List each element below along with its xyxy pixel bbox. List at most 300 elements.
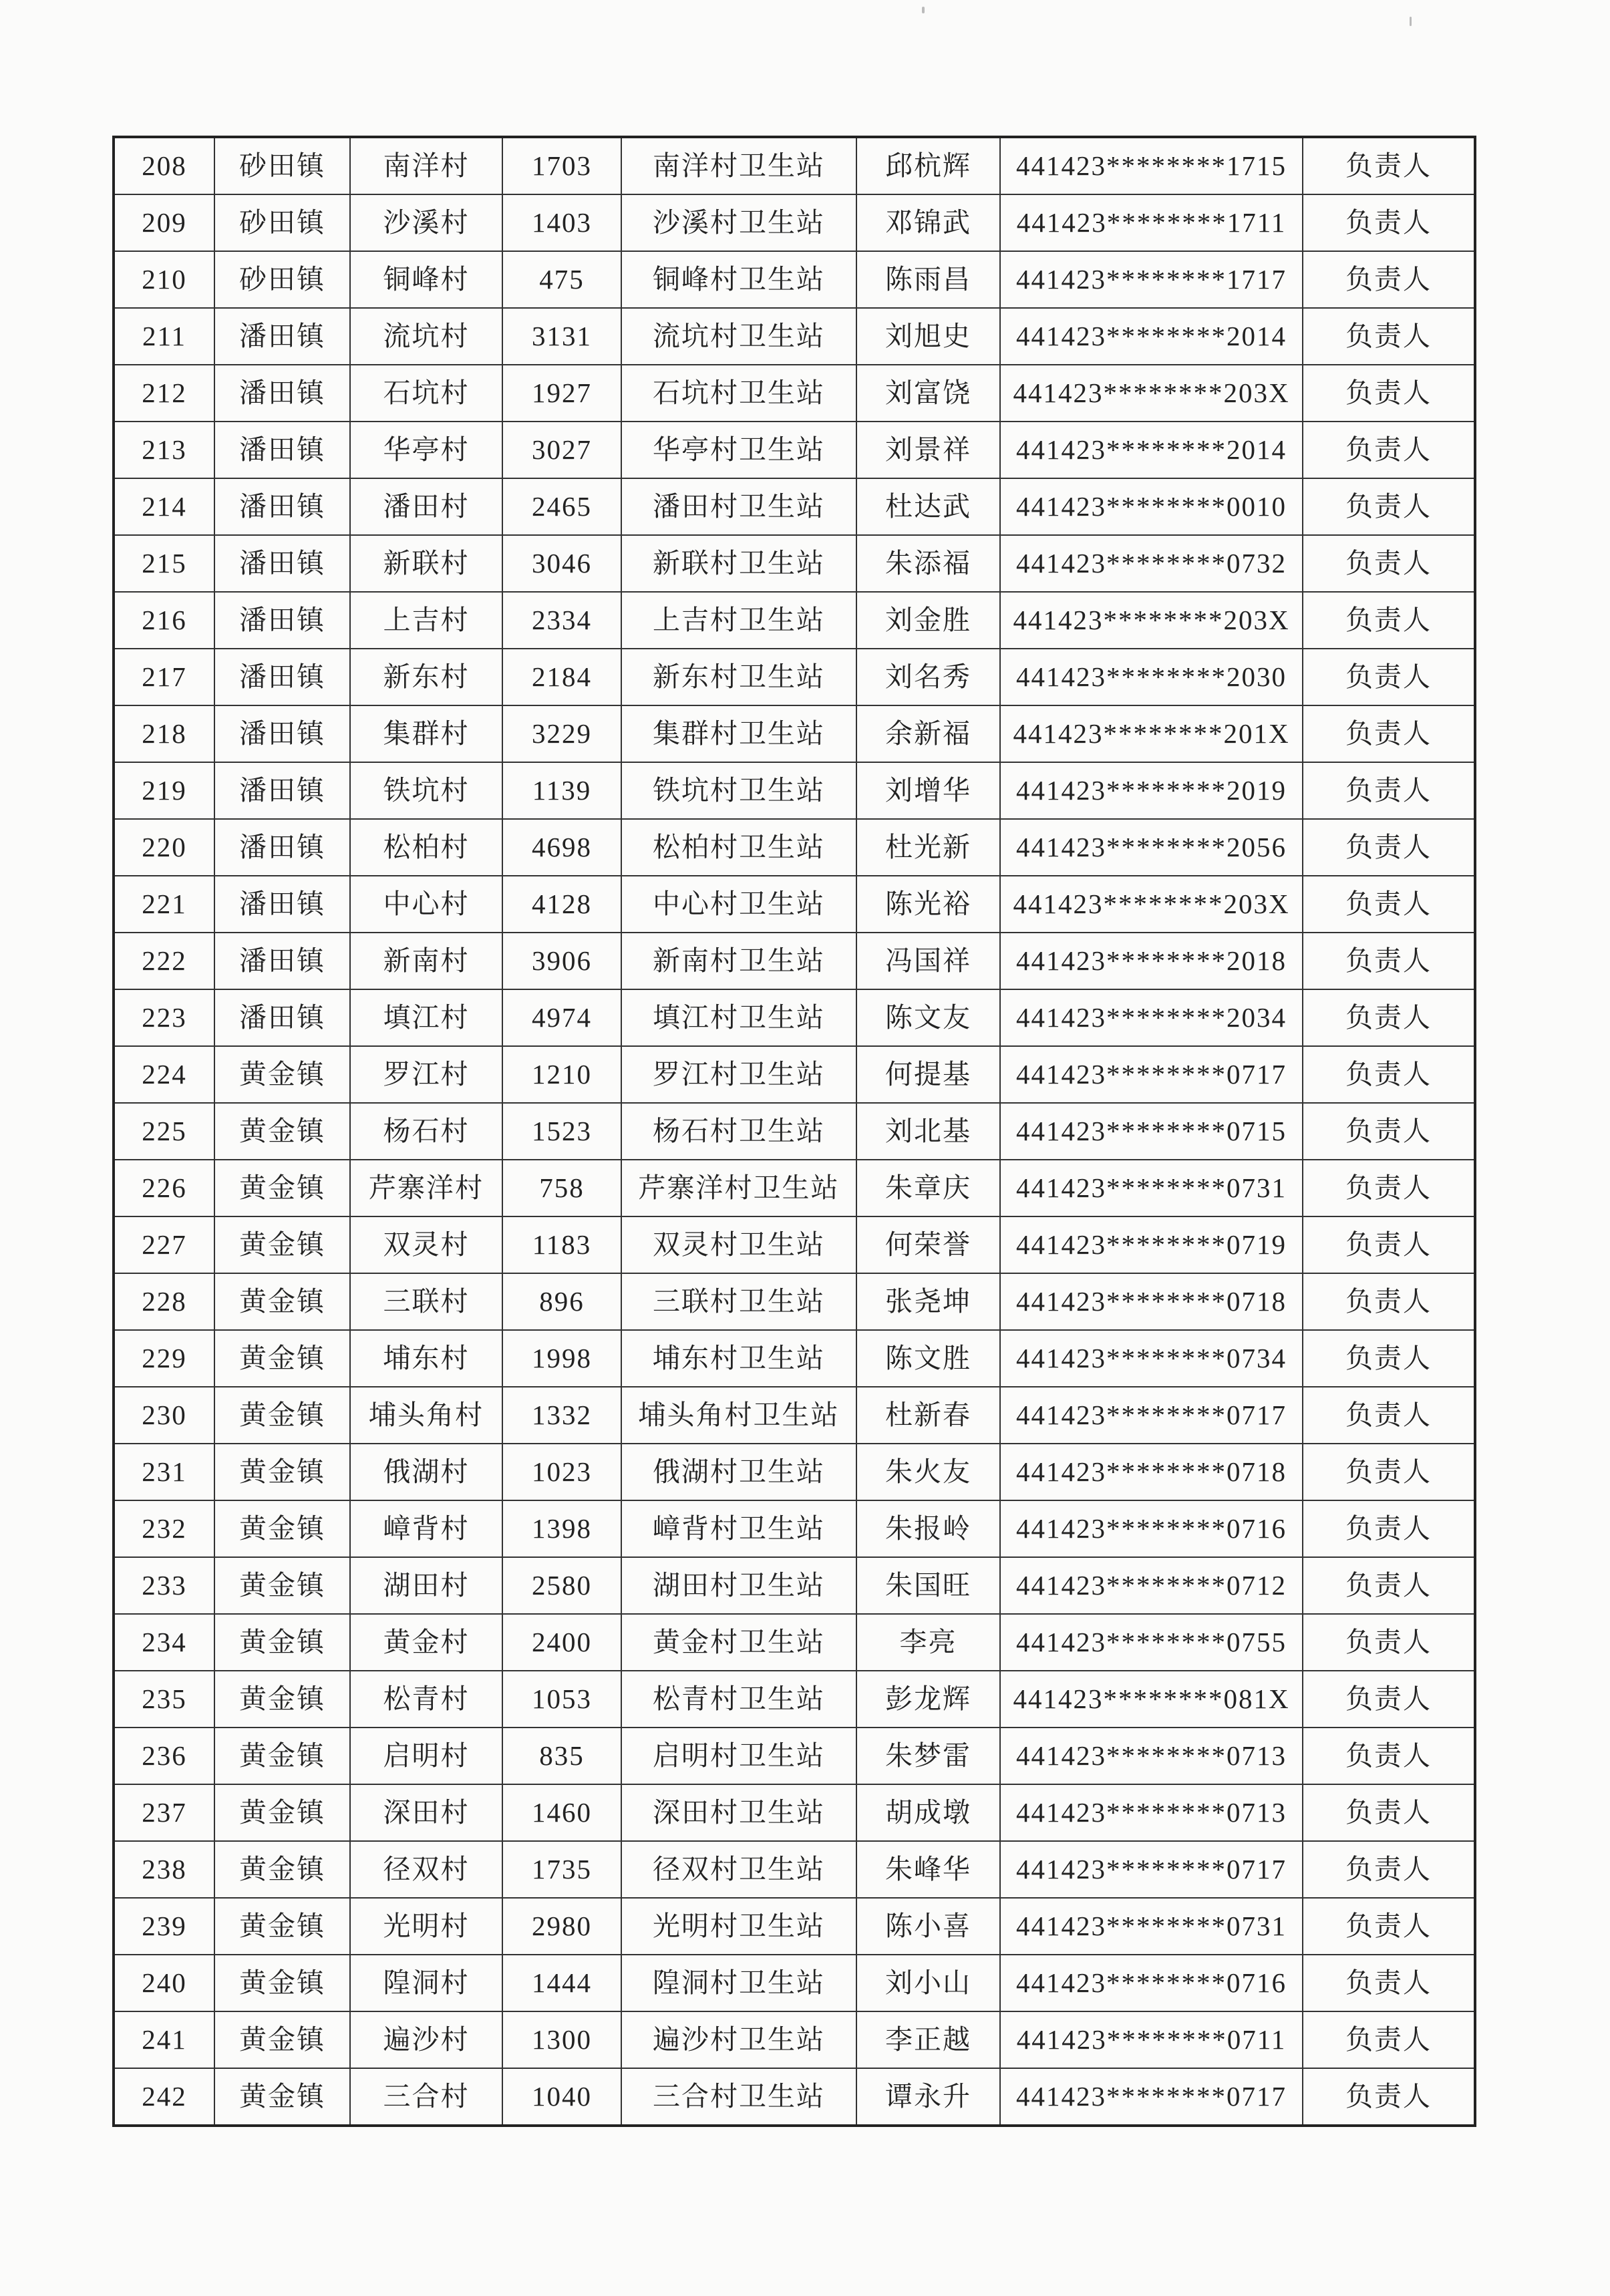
serial-number-cell: 221 [114,876,214,933]
village-cell: 芹寨洋村 [350,1160,502,1216]
table-row [114,762,1475,819]
id-number-cell: 441423********2056 [1000,819,1303,876]
population-cell: 1053 [502,1671,621,1728]
role-cell: 负责人 [1303,1500,1475,1557]
serial-number-cell: 237 [114,1784,214,1841]
table-row [114,478,1475,535]
village-cell: 湖田村 [350,1557,502,1614]
person-name-cell: 杜达武 [856,478,1000,535]
role-cell: 负责人 [1303,1955,1475,2011]
population-cell: 1332 [502,1387,621,1444]
population-cell: 1523 [502,1103,621,1160]
table-row [114,535,1475,592]
role-cell: 负责人 [1303,422,1475,478]
roster-table-body [114,137,1475,2126]
role-cell: 负责人 [1303,478,1475,535]
serial-number-cell: 239 [114,1898,214,1955]
table-row [114,933,1475,989]
clinic-station-cell: 径双村卫生站 [621,1841,856,1898]
serial-number-cell: 219 [114,762,214,819]
table-row [114,819,1475,876]
person-name-cell: 刘增华 [856,762,1000,819]
village-clinic-roster-table [112,136,1476,2127]
population-cell: 1998 [502,1330,621,1387]
population-cell: 1927 [502,365,621,422]
id-number-cell: 441423********0717 [1000,2068,1303,2126]
role-cell: 负责人 [1303,1841,1475,1898]
population-cell: 3229 [502,705,621,762]
village-cell: 双灵村 [350,1216,502,1273]
person-name-cell: 刘北基 [856,1103,1000,1160]
role-cell: 负责人 [1303,989,1475,1046]
table-row [114,649,1475,705]
village-cell: 黄金村 [350,1614,502,1671]
town-cell: 潘田镇 [214,762,350,819]
population-cell: 3027 [502,422,621,478]
population-cell: 835 [502,1728,621,1784]
role-cell: 负责人 [1303,2068,1475,2126]
role-cell: 负责人 [1303,876,1475,933]
clinic-station-cell: 芹寨洋村卫生站 [621,1160,856,1216]
clinic-station-cell: 罗江村卫生站 [621,1046,856,1103]
village-cell: 集群村 [350,705,502,762]
serial-number-cell: 215 [114,535,214,592]
village-cell: 三联村 [350,1273,502,1330]
village-cell: 埔头角村 [350,1387,502,1444]
person-name-cell: 朱章庆 [856,1160,1000,1216]
table-row [114,1273,1475,1330]
role-cell: 负责人 [1303,1671,1475,1728]
table-row [114,1103,1475,1160]
id-number-cell: 441423********1711 [1000,194,1303,251]
clinic-station-cell: 华亭村卫生站 [621,422,856,478]
village-cell: 俄湖村 [350,1444,502,1500]
id-number-cell: 441423********2019 [1000,762,1303,819]
town-cell: 砂田镇 [214,251,350,308]
town-cell: 黄金镇 [214,1955,350,2011]
town-cell: 黄金镇 [214,1557,350,1614]
population-cell: 3046 [502,535,621,592]
id-number-cell: 441423********081X [1000,1671,1303,1728]
person-name-cell: 陈文胜 [856,1330,1000,1387]
id-number-cell: 441423********0717 [1000,1841,1303,1898]
table-row [114,194,1475,251]
population-cell: 1460 [502,1784,621,1841]
id-number-cell: 441423********2014 [1000,422,1303,478]
role-cell: 负责人 [1303,649,1475,705]
population-cell: 4974 [502,989,621,1046]
town-cell: 潘田镇 [214,592,350,649]
person-name-cell: 刘富饶 [856,365,1000,422]
table-row [114,1330,1475,1387]
village-cell: 铜峰村 [350,251,502,308]
serial-number-cell: 234 [114,1614,214,1671]
clinic-station-cell: 埔头角村卫生站 [621,1387,856,1444]
table-row [114,876,1475,933]
village-cell: 新东村 [350,649,502,705]
serial-number-cell: 238 [114,1841,214,1898]
clinic-station-cell: 光明村卫生站 [621,1898,856,1955]
serial-number-cell: 222 [114,933,214,989]
serial-number-cell: 229 [114,1330,214,1387]
clinic-station-cell: 三联村卫生站 [621,1273,856,1330]
town-cell: 黄金镇 [214,1273,350,1330]
serial-number-cell: 236 [114,1728,214,1784]
town-cell: 黄金镇 [214,2068,350,2126]
population-cell: 4698 [502,819,621,876]
clinic-station-cell: 俄湖村卫生站 [621,1444,856,1500]
table-row [114,1671,1475,1728]
person-name-cell: 刘名秀 [856,649,1000,705]
town-cell: 黄金镇 [214,1898,350,1955]
table-row [114,1046,1475,1103]
person-name-cell: 胡成墩 [856,1784,1000,1841]
town-cell: 潘田镇 [214,705,350,762]
id-number-cell: 441423********0731 [1000,1160,1303,1216]
population-cell: 1398 [502,1500,621,1557]
town-cell: 砂田镇 [214,194,350,251]
table-row [114,365,1475,422]
id-number-cell: 441423********1715 [1000,137,1303,194]
id-number-cell: 441423********203X [1000,592,1303,649]
person-name-cell: 谭永升 [856,2068,1000,2126]
id-number-cell: 441423********201X [1000,705,1303,762]
town-cell: 黄金镇 [214,1614,350,1671]
id-number-cell: 441423********0010 [1000,478,1303,535]
scan-speck [1410,17,1412,26]
id-number-cell: 441423********0755 [1000,1614,1303,1671]
person-name-cell: 李亮 [856,1614,1000,1671]
serial-number-cell: 209 [114,194,214,251]
town-cell: 黄金镇 [214,1671,350,1728]
village-cell: 新南村 [350,933,502,989]
serial-number-cell: 210 [114,251,214,308]
id-number-cell: 441423********0734 [1000,1330,1303,1387]
clinic-station-cell: 嶂背村卫生站 [621,1500,856,1557]
table-row [114,1728,1475,1784]
serial-number-cell: 226 [114,1160,214,1216]
clinic-station-cell: 新东村卫生站 [621,649,856,705]
serial-number-cell: 227 [114,1216,214,1273]
population-cell: 1300 [502,2011,621,2068]
table-row [114,1444,1475,1500]
table-row [114,1955,1475,2011]
serial-number-cell: 217 [114,649,214,705]
table-row [114,422,1475,478]
role-cell: 负责人 [1303,1046,1475,1103]
role-cell: 负责人 [1303,2011,1475,2068]
population-cell: 1703 [502,137,621,194]
id-number-cell: 441423********0713 [1000,1784,1303,1841]
id-number-cell: 441423********0718 [1000,1444,1303,1500]
role-cell: 负责人 [1303,1330,1475,1387]
population-cell: 2580 [502,1557,621,1614]
serial-number-cell: 231 [114,1444,214,1500]
person-name-cell: 陈文友 [856,989,1000,1046]
id-number-cell: 441423********0711 [1000,2011,1303,2068]
clinic-station-cell: 松柏村卫生站 [621,819,856,876]
population-cell: 2400 [502,1614,621,1671]
clinic-station-cell: 松青村卫生站 [621,1671,856,1728]
village-cell: 隍洞村 [350,1955,502,2011]
person-name-cell: 朱添福 [856,535,1000,592]
clinic-station-cell: 新南村卫生站 [621,933,856,989]
clinic-station-cell: 集群村卫生站 [621,705,856,762]
id-number-cell: 441423********2018 [1000,933,1303,989]
serial-number-cell: 214 [114,478,214,535]
role-cell: 负责人 [1303,592,1475,649]
role-cell: 负责人 [1303,1444,1475,1500]
population-cell: 1183 [502,1216,621,1273]
serial-number-cell: 235 [114,1671,214,1728]
serial-number-cell: 241 [114,2011,214,2068]
serial-number-cell: 225 [114,1103,214,1160]
village-cell: 沙溪村 [350,194,502,251]
table-row [114,1160,1475,1216]
table-row [114,1614,1475,1671]
id-number-cell: 441423********2034 [1000,989,1303,1046]
table-row [114,137,1475,194]
town-cell: 潘田镇 [214,308,350,365]
person-name-cell: 陈雨昌 [856,251,1000,308]
serial-number-cell: 211 [114,308,214,365]
population-cell: 1023 [502,1444,621,1500]
role-cell: 负责人 [1303,1614,1475,1671]
id-number-cell: 441423********0713 [1000,1728,1303,1784]
person-name-cell: 何提基 [856,1046,1000,1103]
village-cell: 三合村 [350,2068,502,2126]
village-cell: 填江村 [350,989,502,1046]
population-cell: 1040 [502,2068,621,2126]
table-row [114,2068,1475,2126]
person-name-cell: 邱杭辉 [856,137,1000,194]
town-cell: 潘田镇 [214,535,350,592]
clinic-station-cell: 埔东村卫生站 [621,1330,856,1387]
table-row [114,1216,1475,1273]
person-name-cell: 余新福 [856,705,1000,762]
role-cell: 负责人 [1303,819,1475,876]
role-cell: 负责人 [1303,1216,1475,1273]
roster-table-container [112,136,1474,2112]
table-row [114,1557,1475,1614]
role-cell: 负责人 [1303,365,1475,422]
serial-number-cell: 242 [114,2068,214,2126]
id-number-cell: 441423********0715 [1000,1103,1303,1160]
role-cell: 负责人 [1303,137,1475,194]
population-cell: 1735 [502,1841,621,1898]
clinic-station-cell: 铁坑村卫生站 [621,762,856,819]
person-name-cell: 张尧坤 [856,1273,1000,1330]
town-cell: 黄金镇 [214,1046,350,1103]
population-cell: 2980 [502,1898,621,1955]
id-number-cell: 441423********0716 [1000,1500,1303,1557]
role-cell: 负责人 [1303,762,1475,819]
town-cell: 黄金镇 [214,1784,350,1841]
person-name-cell: 朱峰华 [856,1841,1000,1898]
village-cell: 潘田村 [350,478,502,535]
serial-number-cell: 230 [114,1387,214,1444]
person-name-cell: 刘旭史 [856,308,1000,365]
table-row [114,1898,1475,1955]
village-cell: 埔东村 [350,1330,502,1387]
clinic-station-cell: 新联村卫生站 [621,535,856,592]
table-row [114,1500,1475,1557]
town-cell: 砂田镇 [214,137,350,194]
id-number-cell: 441423********0717 [1000,1387,1303,1444]
id-number-cell: 441423********2030 [1000,649,1303,705]
population-cell: 2184 [502,649,621,705]
population-cell: 1210 [502,1046,621,1103]
town-cell: 潘田镇 [214,478,350,535]
town-cell: 黄金镇 [214,1444,350,1500]
town-cell: 潘田镇 [214,649,350,705]
population-cell: 1444 [502,1955,621,2011]
village-cell: 径双村 [350,1841,502,1898]
clinic-station-cell: 启明村卫生站 [621,1728,856,1784]
clinic-station-cell: 中心村卫生站 [621,876,856,933]
village-cell: 杨石村 [350,1103,502,1160]
serial-number-cell: 212 [114,365,214,422]
town-cell: 黄金镇 [214,1103,350,1160]
role-cell: 负责人 [1303,308,1475,365]
role-cell: 负责人 [1303,705,1475,762]
clinic-station-cell: 深田村卫生站 [621,1784,856,1841]
person-name-cell: 朱梦雷 [856,1728,1000,1784]
town-cell: 黄金镇 [214,1841,350,1898]
town-cell: 黄金镇 [214,1216,350,1273]
town-cell: 潘田镇 [214,989,350,1046]
town-cell: 潘田镇 [214,876,350,933]
table-row [114,1841,1475,1898]
village-cell: 松青村 [350,1671,502,1728]
clinic-station-cell: 遍沙村卫生站 [621,2011,856,2068]
id-number-cell: 441423********1717 [1000,251,1303,308]
id-number-cell: 441423********203X [1000,876,1303,933]
table-row [114,308,1475,365]
town-cell: 黄金镇 [214,1387,350,1444]
village-cell: 启明村 [350,1728,502,1784]
town-cell: 黄金镇 [214,1728,350,1784]
town-cell: 潘田镇 [214,365,350,422]
role-cell: 负责人 [1303,933,1475,989]
town-cell: 潘田镇 [214,819,350,876]
serial-number-cell: 216 [114,592,214,649]
person-name-cell: 陈小喜 [856,1898,1000,1955]
clinic-station-cell: 黄金村卫生站 [621,1614,856,1671]
village-cell: 嶂背村 [350,1500,502,1557]
table-row [114,989,1475,1046]
role-cell: 负责人 [1303,1160,1475,1216]
serial-number-cell: 232 [114,1500,214,1557]
population-cell: 2334 [502,592,621,649]
town-cell: 黄金镇 [214,1500,350,1557]
village-cell: 南洋村 [350,137,502,194]
clinic-station-cell: 上吉村卫生站 [621,592,856,649]
role-cell: 负责人 [1303,251,1475,308]
id-number-cell: 441423********0712 [1000,1557,1303,1614]
person-name-cell: 陈光裕 [856,876,1000,933]
id-number-cell: 441423********203X [1000,365,1303,422]
town-cell: 黄金镇 [214,2011,350,2068]
id-number-cell: 441423********0731 [1000,1898,1303,1955]
person-name-cell: 朱火友 [856,1444,1000,1500]
person-name-cell: 朱国旺 [856,1557,1000,1614]
role-cell: 负责人 [1303,1387,1475,1444]
serial-number-cell: 218 [114,705,214,762]
clinic-station-cell: 流坑村卫生站 [621,308,856,365]
clinic-station-cell: 潘田村卫生站 [621,478,856,535]
clinic-station-cell: 隍洞村卫生站 [621,1955,856,2011]
id-number-cell: 441423********0716 [1000,1955,1303,2011]
clinic-station-cell: 湖田村卫生站 [621,1557,856,1614]
clinic-station-cell: 三合村卫生站 [621,2068,856,2126]
person-name-cell: 杜新春 [856,1387,1000,1444]
clinic-station-cell: 杨石村卫生站 [621,1103,856,1160]
village-cell: 光明村 [350,1898,502,1955]
population-cell: 475 [502,251,621,308]
village-cell: 深田村 [350,1784,502,1841]
role-cell: 负责人 [1303,1273,1475,1330]
village-cell: 石坑村 [350,365,502,422]
role-cell: 负责人 [1303,1103,1475,1160]
serial-number-cell: 224 [114,1046,214,1103]
clinic-station-cell: 沙溪村卫生站 [621,194,856,251]
town-cell: 潘田镇 [214,933,350,989]
role-cell: 负责人 [1303,1898,1475,1955]
id-number-cell: 441423********0719 [1000,1216,1303,1273]
person-name-cell: 刘小山 [856,1955,1000,2011]
town-cell: 潘田镇 [214,422,350,478]
id-number-cell: 441423********0718 [1000,1273,1303,1330]
role-cell: 负责人 [1303,1784,1475,1841]
table-row [114,1387,1475,1444]
serial-number-cell: 213 [114,422,214,478]
village-cell: 铁坑村 [350,762,502,819]
role-cell: 负责人 [1303,1557,1475,1614]
person-name-cell: 朱报岭 [856,1500,1000,1557]
table-row [114,1784,1475,1841]
population-cell: 1403 [502,194,621,251]
village-cell: 华亭村 [350,422,502,478]
table-row [114,2011,1475,2068]
serial-number-cell: 220 [114,819,214,876]
id-number-cell: 441423********0717 [1000,1046,1303,1103]
village-cell: 松柏村 [350,819,502,876]
town-cell: 黄金镇 [214,1160,350,1216]
village-cell: 流坑村 [350,308,502,365]
clinic-station-cell: 填江村卫生站 [621,989,856,1046]
id-number-cell: 441423********2014 [1000,308,1303,365]
serial-number-cell: 208 [114,137,214,194]
person-name-cell: 李正越 [856,2011,1000,2068]
clinic-station-cell: 石坑村卫生站 [621,365,856,422]
population-cell: 3131 [502,308,621,365]
population-cell: 4128 [502,876,621,933]
town-cell: 黄金镇 [214,1330,350,1387]
village-cell: 遍沙村 [350,2011,502,2068]
serial-number-cell: 223 [114,989,214,1046]
population-cell: 2465 [502,478,621,535]
role-cell: 负责人 [1303,535,1475,592]
population-cell: 3906 [502,933,621,989]
role-cell: 负责人 [1303,1728,1475,1784]
role-cell: 负责人 [1303,194,1475,251]
village-cell: 上吉村 [350,592,502,649]
village-cell: 中心村 [350,876,502,933]
person-name-cell: 刘景祥 [856,422,1000,478]
table-row [114,251,1475,308]
person-name-cell: 彭龙辉 [856,1671,1000,1728]
